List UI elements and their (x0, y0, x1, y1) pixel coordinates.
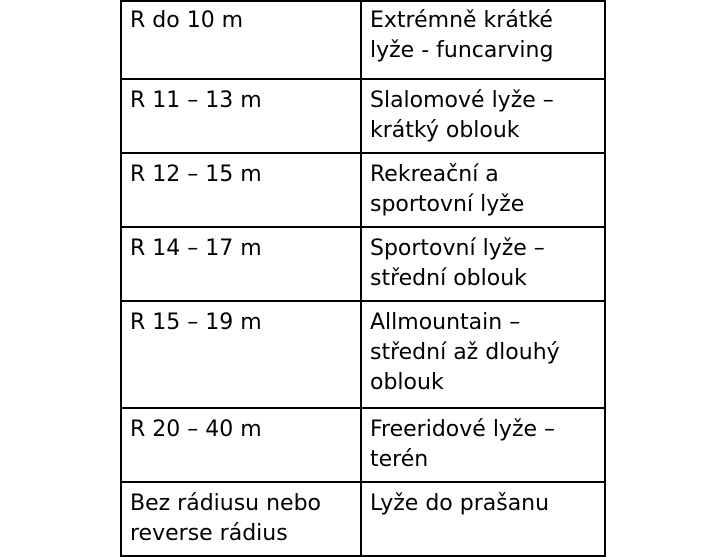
table-row (121, 79, 605, 153)
ski-type-cell: Extrémně krátké lyže - funcarving (361, 1, 605, 79)
radius-cell: R 14 – 17 m (121, 227, 361, 301)
table-row (121, 301, 605, 408)
ski-type-cell: Rekreační a sportovní lyže (361, 153, 605, 227)
ski-type-cell: Slalomové lyže – krátký oblouk (361, 79, 605, 153)
table-row (121, 1, 605, 79)
radius-cell: R 20 – 40 m (121, 408, 361, 482)
radius-cell: R 11 – 13 m (121, 79, 361, 153)
table-row (121, 153, 605, 227)
ski-radius-table (120, 0, 606, 557)
table-row (121, 482, 605, 556)
radius-cell: R 15 – 19 m (121, 301, 361, 408)
ski-type-cell: Freeridové lyže – terén (361, 408, 605, 482)
table-row (121, 227, 605, 301)
table-row (121, 408, 605, 482)
ski-type-cell: Allmountain – střední až dlouhý oblouk (361, 301, 605, 408)
table-body (121, 1, 605, 556)
radius-cell: R 12 – 15 m (121, 153, 361, 227)
radius-cell: Bez rádiusu nebo reverse rádius (121, 482, 361, 556)
ski-type-cell: Sportovní lyže – střední oblouk (361, 227, 605, 301)
radius-cell: R do 10 m (121, 1, 361, 79)
ski-type-cell: Lyže do prašanu (361, 482, 605, 556)
